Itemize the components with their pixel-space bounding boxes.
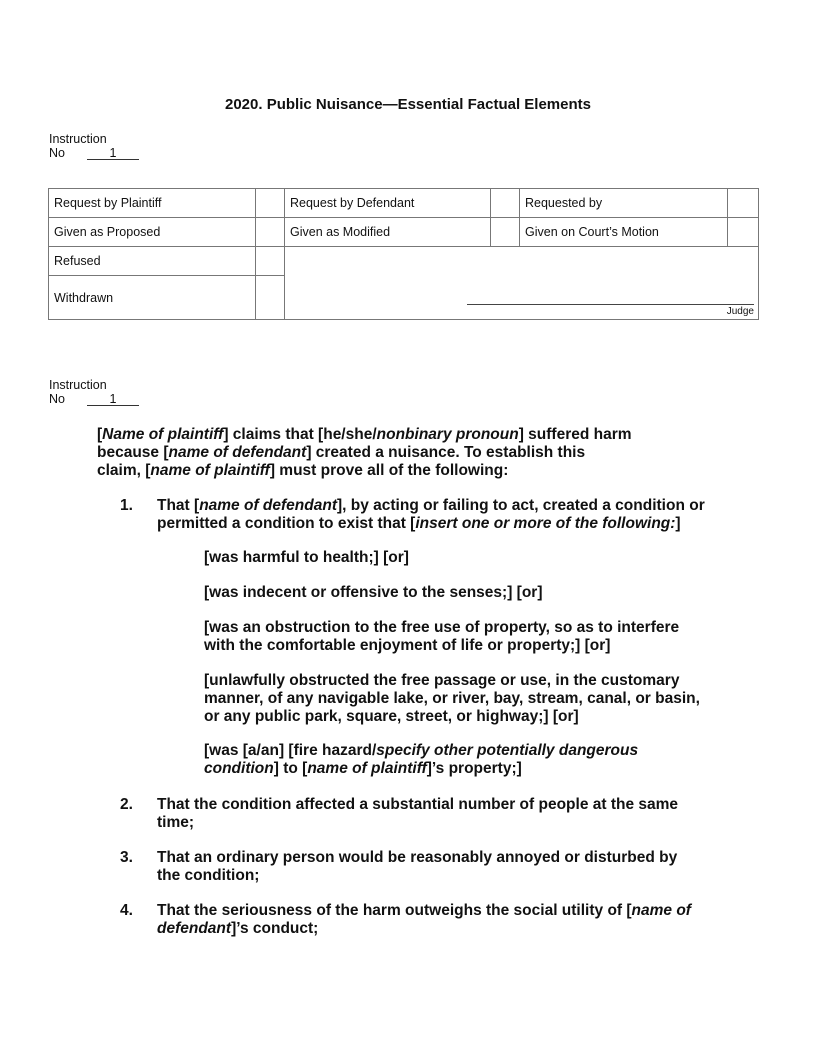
placeholder-text: name of plaintiff: [307, 760, 427, 777]
table-row: [49, 247, 759, 276]
given-on-courts-motion-label: Given on Court’s Motion: [520, 218, 728, 247]
given-on-courts-motion-box[interactable]: [728, 218, 759, 247]
refused-box[interactable]: [256, 247, 285, 276]
judge-signature-line[interactable]: [467, 304, 754, 305]
instruction-number: 1: [87, 147, 139, 160]
text-segment: ] created a nuisance. To establish this: [306, 444, 586, 461]
no-label: No: [49, 392, 65, 406]
placeholder-text: Name of plaintiff: [102, 426, 224, 443]
element-line: [157, 849, 677, 867]
condition-option-line: [204, 708, 579, 726]
withdrawn-label: Withdrawn: [49, 276, 256, 320]
placeholder-text: name of: [631, 902, 691, 919]
table-row: [49, 189, 759, 218]
placeholder-text: nonbinary pronoun: [376, 426, 519, 443]
text-segment: [was indecent or offensive to the senses;] [or]: [204, 584, 543, 601]
condition-option-line: [204, 742, 638, 760]
table-row: [49, 218, 759, 247]
text-segment: ] suffered harm: [518, 426, 632, 443]
element-line: [157, 902, 691, 920]
text-segment: manner, of any navigable lake, or river, bay, stream, canal, or basin,: [204, 690, 700, 707]
intro-line: [97, 444, 585, 462]
text-segment: [was an obstruction to the free use of property, so as to interfere: [204, 619, 680, 636]
text-segment: because [: [97, 444, 169, 461]
instruction-disposition-table: [48, 188, 759, 320]
text-segment: That an ordinary person would be reasonably annoyed or disturbed by: [157, 849, 678, 866]
requested-by-label: Requested by: [520, 189, 728, 218]
text-segment: ]’s conduct;: [231, 920, 319, 937]
text-segment: ] claims that [he/she/: [223, 426, 377, 443]
condition-option-line: [204, 619, 679, 637]
given-as-modified-label: Given as Modified: [285, 218, 491, 247]
text-segment: ], by acting or failing to act, created a condition or: [336, 497, 705, 514]
element-line: [157, 796, 678, 814]
element-number: 2.: [120, 796, 133, 813]
instruction-number: 1: [87, 393, 139, 406]
withdrawn-box[interactable]: [256, 276, 285, 320]
request-by-plaintiff-box[interactable]: [256, 189, 285, 218]
intro-line: [97, 426, 632, 444]
element-line: [157, 497, 705, 515]
text-segment: ] must prove all of the following:: [269, 462, 509, 479]
text-segment: or any public park, square, street, or highway;] [or]: [204, 708, 579, 725]
request-by-defendant-box[interactable]: [491, 189, 520, 218]
text-segment: [was [a/an] [fire hazard/: [204, 742, 377, 759]
element-line: [157, 814, 194, 832]
element-number: 3.: [120, 849, 133, 866]
placeholder-text: specify other potentially dangerous: [376, 742, 639, 759]
no-label: No: [49, 146, 65, 160]
condition-option-line: [204, 549, 409, 567]
instruction-number-block-bottom: [49, 378, 139, 406]
text-segment: claim, [: [97, 462, 151, 479]
condition-option-line: [204, 690, 700, 708]
requested-by-box[interactable]: [728, 189, 759, 218]
condition-option-line: [204, 637, 610, 655]
element-number: 1.: [120, 497, 133, 514]
placeholder-text: name of defendant: [199, 497, 337, 514]
placeholder-text: defendant: [157, 920, 232, 937]
text-segment: with the comfortable enjoyment of life or property;] [or]: [204, 637, 611, 654]
document-title: 2020. Public Nuisance—Essential Factual Elements: [225, 96, 591, 113]
text-segment: ]’s property;]: [426, 760, 522, 777]
text-segment: the condition;: [157, 867, 260, 884]
text-segment: time;: [157, 814, 195, 831]
placeholder-text: name of plaintiff: [150, 462, 270, 479]
text-segment: [was harmful to health;] [or]: [204, 549, 409, 566]
given-as-proposed-label: Given as Proposed: [49, 218, 256, 247]
condition-option-line: [204, 672, 679, 690]
text-segment: That [: [157, 497, 200, 514]
request-by-defendant-label: Request by Defendant: [285, 189, 491, 218]
refused-label: Refused: [49, 247, 256, 276]
condition-option-line: [204, 760, 522, 778]
text-segment: ] to [: [273, 760, 308, 777]
text-segment: That the condition affected a substantial number of people at the same: [157, 796, 679, 813]
instruction-number-block-top: [49, 132, 139, 160]
condition-option-line: [204, 584, 542, 602]
text-segment: [unlawfully obstructed the free passage or use, in the customary: [204, 672, 680, 689]
text-segment: [: [97, 426, 103, 443]
placeholder-text: name of defendant: [168, 444, 307, 461]
element-number: 4.: [120, 902, 133, 919]
judge-label: Judge: [726, 306, 754, 317]
judge-signature-area: [285, 247, 759, 320]
element-line: [157, 515, 681, 533]
intro-line: [97, 462, 508, 480]
text-segment: ]: [675, 515, 681, 532]
placeholder-text: condition: [204, 760, 274, 777]
element-line: [157, 867, 259, 885]
instruction-label: Instruction: [49, 132, 107, 146]
text-segment: That the seriousness of the harm outweighs the social utility of [: [157, 902, 632, 919]
element-line: [157, 920, 318, 938]
placeholder-text: insert one or more of the following:: [415, 515, 676, 532]
given-as-modified-box[interactable]: [491, 218, 520, 247]
instruction-label: Instruction: [49, 378, 107, 392]
given-as-proposed-box[interactable]: [256, 218, 285, 247]
text-segment: permitted a condition to exist that [: [157, 515, 416, 532]
request-by-plaintiff-label: Request by Plaintiff: [49, 189, 256, 218]
